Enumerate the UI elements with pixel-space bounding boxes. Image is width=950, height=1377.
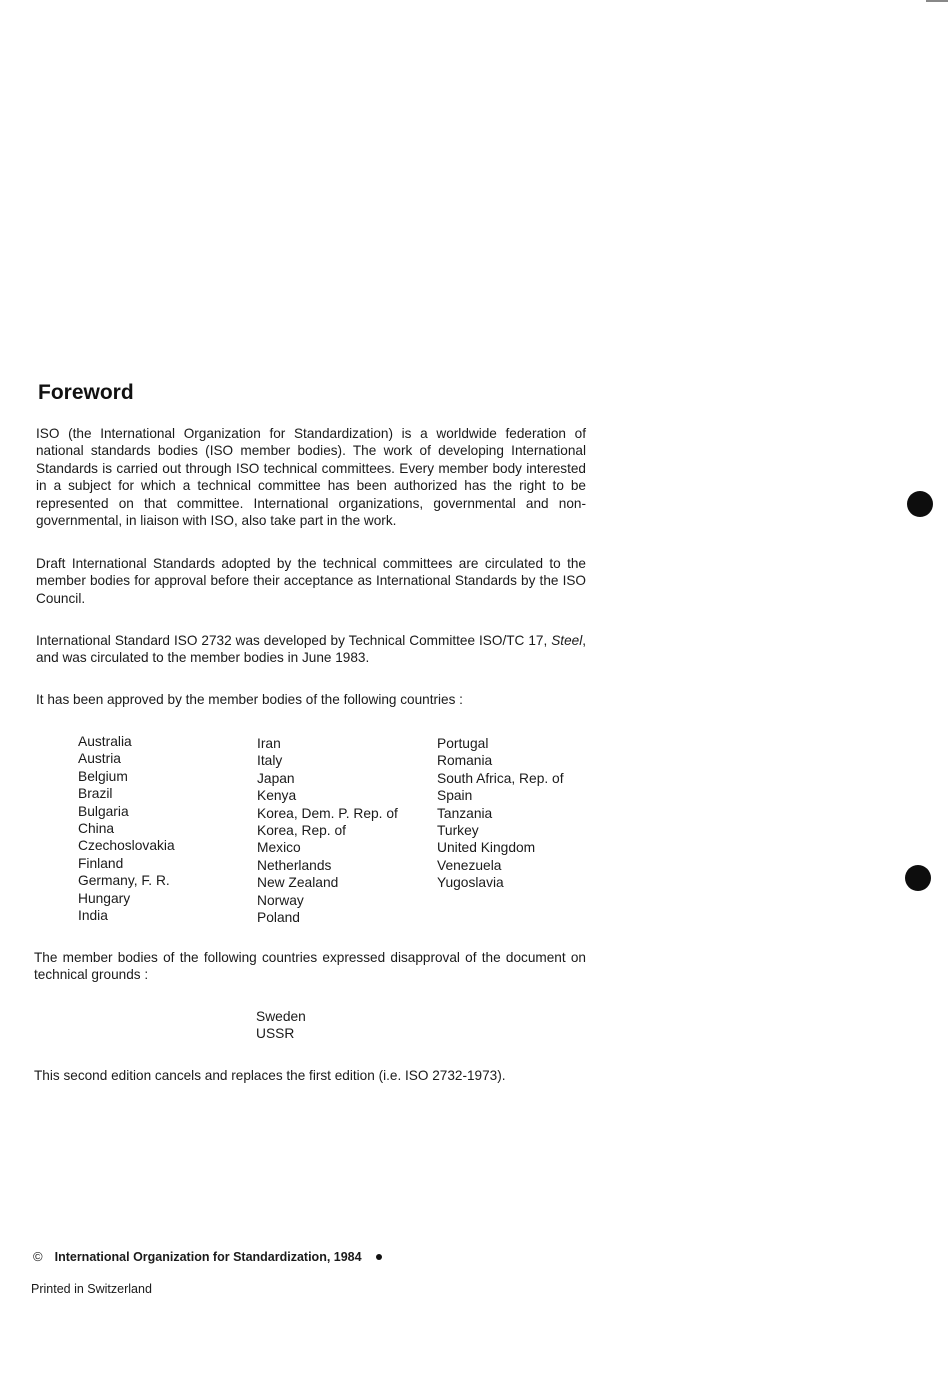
country-item: Norway — [257, 892, 304, 908]
foreword-paragraph-2: Draft International Standards adopted by the technical committees are circulated to the member bodies for approval before their acceptance as International Standards by the ISO Council. — [36, 556, 586, 606]
country-item: Tanzania — [437, 805, 493, 821]
country-item: Czechoslovakia — [78, 838, 175, 854]
edition-note: This second edition cancels and replaces the first edition (i.e. ISO 2732-1973). — [34, 1068, 506, 1083]
country-item: Korea, Rep. of — [257, 823, 346, 839]
country-item: Germany, F. R. — [78, 873, 170, 889]
country-item: Yugoslavia — [437, 875, 504, 891]
country-item: Italy — [257, 753, 283, 769]
country-item: Japan — [257, 770, 295, 786]
bullet-dot-icon — [376, 1254, 382, 1260]
approving-countries-column-1 — [78, 733, 175, 924]
margin-dot-icon — [907, 491, 933, 517]
country-item: Spain — [437, 788, 473, 804]
country-item: Finland — [78, 855, 124, 871]
approving-countries-column-2 — [257, 735, 398, 926]
disapproving-countries — [256, 1008, 306, 1043]
country-item: Turkey — [437, 823, 479, 839]
approving-countries-column-3 — [437, 735, 564, 892]
scan-edge-mark — [926, 0, 948, 2]
country-item: Poland — [257, 910, 300, 926]
disapproval-intro: The member bodies of the following countries expressed disapproval of the document on technical grounds : — [34, 950, 586, 983]
country-item: China — [78, 821, 115, 837]
country-item: South Africa, Rep. of — [437, 770, 564, 786]
committee-subject: Steel — [551, 633, 583, 648]
country-item: USSR — [256, 1026, 295, 1042]
country-item: Brazil — [78, 786, 113, 802]
printed-location: Printed in Switzerland — [31, 1282, 152, 1296]
country-item: Netherlands — [257, 857, 332, 873]
country-item: Bulgaria — [78, 803, 129, 819]
approval-intro: It has been approved by the member bodies of the following countries : — [36, 692, 463, 707]
copyright-line — [33, 1249, 382, 1264]
country-item: Belgium — [78, 768, 128, 784]
foreword-paragraph-1: ISO (the International Organization for Standardization) is a worldwide federation of national standards bodies (ISO member bodies). The work of developing International Standards is carried out through ISO technical committees. Every member body interested in a subject for which a technical committee has been authorized has the right to be represented on that committee. International organizations, governmental and non-governmental, in liaison with ISO, also take part in the work. — [36, 426, 586, 529]
country-item: Portugal — [437, 736, 489, 751]
country-item: Venezuela — [437, 857, 502, 873]
country-item: Mexico — [257, 840, 301, 856]
country-item: New Zealand — [257, 875, 339, 891]
foreword-paragraph-3 — [36, 632, 586, 667]
country-item: Romania — [437, 753, 493, 769]
paragraph-3-rest: , and was circulated to the member bodies in June 1983. — [36, 633, 586, 666]
country-item: Hungary — [78, 890, 131, 906]
country-item: Australia — [78, 734, 132, 749]
country-item: Sweden — [256, 1009, 306, 1024]
country-item: Kenya — [257, 788, 297, 804]
country-item: Austria — [78, 751, 121, 767]
margin-dot-icon — [905, 865, 931, 891]
country-item: Iran — [257, 736, 281, 751]
copyright-icon: © — [33, 1249, 43, 1264]
paragraph-3-intro: International Standard ISO 2732 was developed by Technical Committee ISO/TC 17, — [36, 633, 548, 648]
copyright-text: International Organization for Standardization, 1984 — [54, 1249, 362, 1264]
page-title: Foreword — [38, 381, 134, 404]
country-item: India — [78, 908, 108, 924]
country-item: Korea, Dem. P. Rep. of — [257, 805, 398, 821]
country-item: United Kingdom — [437, 840, 536, 856]
